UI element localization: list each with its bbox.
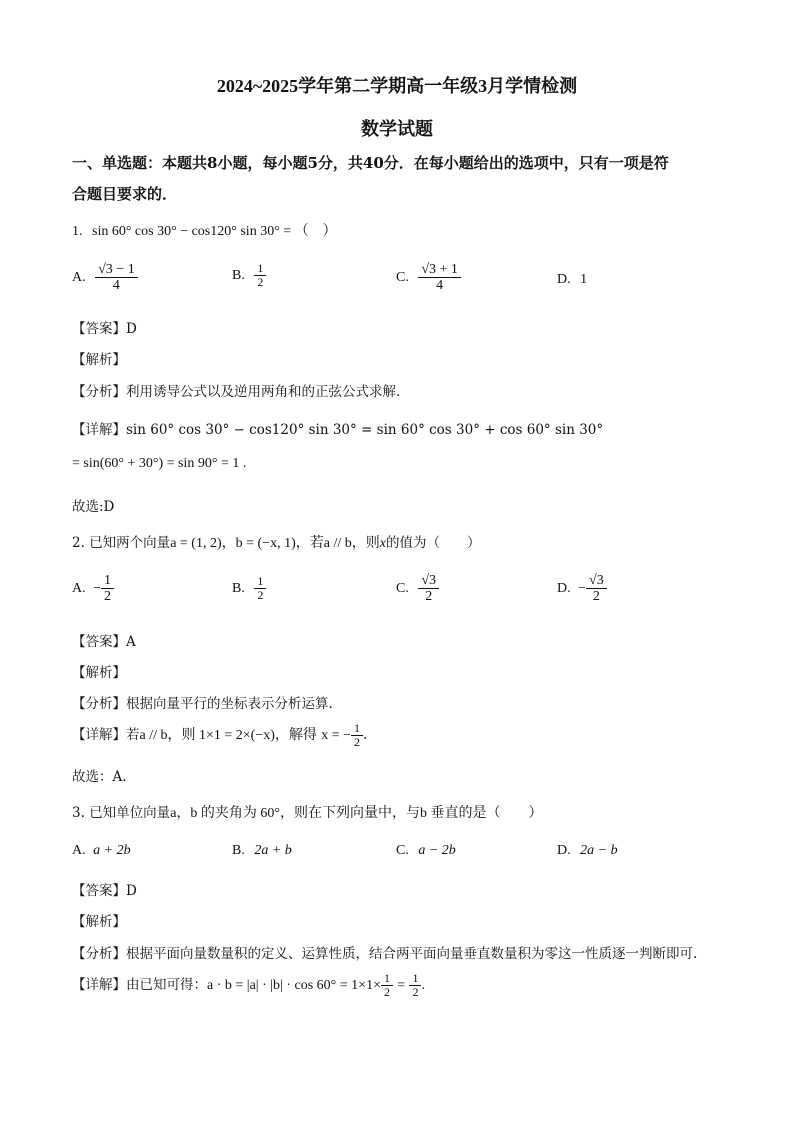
option-label: A.: [72, 843, 86, 858]
question-3: [72, 801, 543, 822]
section-heading-line1: 一、单选题：本题共8小题，每小题5分，共40分．在每小题给出的选项中，只有一项是符: [72, 154, 669, 172]
option-value: 2a + b: [254, 843, 292, 858]
option-label: B.: [232, 580, 245, 596]
fraction-denominator: 2: [354, 735, 360, 750]
option-sign: −: [578, 581, 587, 597]
fraction-denominator: 2: [257, 275, 264, 290]
q2-option-b: [232, 575, 266, 602]
q3-option-a: [72, 843, 131, 859]
option-label: C.: [396, 843, 409, 858]
question-number: 2.: [72, 535, 85, 551]
option-value: a + 2b: [93, 843, 131, 858]
equals-sign: =: [397, 978, 406, 994]
fraction-numerator: 1: [101, 573, 114, 589]
page-title: 2024~2025学年第二学期高一年级3月学情检测: [216, 76, 578, 96]
q1-fenxi: 【分析】利用诱导公式以及逆用两角和的正弦公式求解.: [72, 384, 401, 400]
fraction-numerator: √3 + 1: [418, 262, 461, 278]
option-label: B.: [232, 267, 245, 283]
fraction-numerator: 1: [409, 972, 421, 986]
vector-b-def: b = (−x, 1)，若: [235, 536, 324, 551]
question-stem-part: 的值为（ ）: [385, 535, 481, 551]
fraction-denominator: 2: [412, 985, 419, 1000]
section-heading-line2: 合题目要求的．: [72, 185, 178, 203]
fraction-denominator: 2: [592, 589, 600, 605]
q2-analysis-heading: 【解析】: [72, 665, 126, 681]
fraction-denominator: 2: [425, 589, 433, 605]
option-label: C.: [396, 581, 409, 597]
xiangjie-label: 【详解】由已知可得：: [72, 977, 207, 994]
xiangjie-label: 【详解】若: [72, 727, 140, 744]
fraction-denominator: 2: [104, 589, 112, 605]
fraction-numerator: 1: [254, 262, 266, 276]
q1-analysis-heading: 【解析】: [72, 352, 126, 368]
q1-option-d: [557, 272, 587, 288]
question-stem-part: 已知单位向量: [89, 805, 171, 821]
q2-option-a: [72, 573, 114, 605]
q1-conclusion: 故选:D: [72, 499, 115, 515]
parallel-condition: a // b，则: [323, 536, 380, 551]
q1-answer: 【答案】D: [72, 321, 137, 337]
q3-option-c: [396, 843, 456, 859]
q2-option-c: [396, 573, 439, 605]
option-sign: −: [93, 581, 102, 597]
fraction-numerator: √3 − 1: [95, 262, 138, 278]
xiangjie-result: x = −: [321, 728, 351, 744]
option-label: D.: [557, 272, 571, 287]
q2-answer: 【答案】A: [72, 634, 136, 650]
period: .: [421, 978, 425, 994]
fraction-numerator: √3: [418, 573, 439, 589]
question-stem: sin 60° cos 30° − cos120° sin 30° = （ ）: [92, 224, 337, 239]
vector-a-def: a = (1, 2)，: [170, 536, 236, 551]
q3-option-b: [232, 843, 292, 859]
fraction-denominator: 4: [112, 278, 120, 294]
variable-x: x: [379, 536, 386, 551]
question-2: [72, 531, 480, 552]
q3-xiangjie: [72, 972, 425, 999]
question-stem-part: 已知两个向量: [89, 535, 171, 551]
q3-answer: 【答案】D: [72, 883, 137, 899]
xiangjie-body: a // b，则 1×1 = 2×(−x)，解得: [139, 728, 317, 744]
fraction-denominator: 2: [257, 588, 264, 603]
xiangjie-body: a · b = |a| · |b| · cos 60° = 1×1×: [207, 978, 381, 994]
fraction-denominator: 4: [436, 278, 444, 294]
option-label: A.: [72, 270, 86, 286]
q1-xiangjie: 【详解】sin 60° cos 30° − cos120° sin 30° = sin 60° cos 30° + cos 60° sin 30°: [72, 422, 604, 438]
question-1: [72, 220, 337, 240]
fraction-numerator: 1: [351, 722, 363, 736]
fraction-numerator: √3: [586, 573, 607, 589]
question-number: 1.: [72, 224, 83, 239]
option-label: B.: [232, 843, 245, 858]
q2-xiangjie: 【详解】若a // b，则 1×1 = 2×(−x)，解得 x = − $\frac{1}{2}$ .: [72, 721, 368, 750]
q3-option-d: [557, 843, 618, 859]
fraction-denominator: 2: [383, 985, 390, 1000]
q2-fenxi: 【分析】根据向量平行的坐标表示分析运算.: [72, 696, 333, 712]
fraction-numerator: 1: [254, 575, 266, 589]
q3-fenxi: 【分析】根据平面向量数量积的定义、运算性质，结合两平面向量垂直数量积为零这一性质逐一判断即可.: [72, 946, 698, 962]
question-stem-part: a，b 的夹角为 60°，则在下列向量中，与: [170, 806, 420, 821]
q1-option-c: [396, 262, 461, 294]
option-value: a − 2b: [418, 843, 456, 858]
option-label: D.: [557, 843, 571, 858]
q1-option-b: [232, 262, 266, 289]
question-stem-part: b 垂直的是（ ）: [420, 806, 543, 821]
q2-conclusion: 故选：A.: [72, 769, 127, 785]
option-value: 2a − b: [580, 843, 618, 858]
q1-option-a: [72, 262, 138, 294]
option-label: A.: [72, 581, 86, 597]
option-label: D.: [557, 581, 571, 597]
q2-option-d: [557, 573, 607, 605]
option-value: 1: [580, 272, 588, 287]
page-subtitle: 数学试题: [361, 119, 433, 139]
fraction-numerator: 1: [381, 972, 393, 986]
option-label: C.: [396, 270, 409, 286]
q3-analysis-heading: 【解析】: [72, 914, 126, 930]
q1-xiangjie-cont: = sin(60° + 30°) = sin 90° = 1 .: [72, 456, 247, 471]
question-number: 3.: [72, 805, 85, 821]
